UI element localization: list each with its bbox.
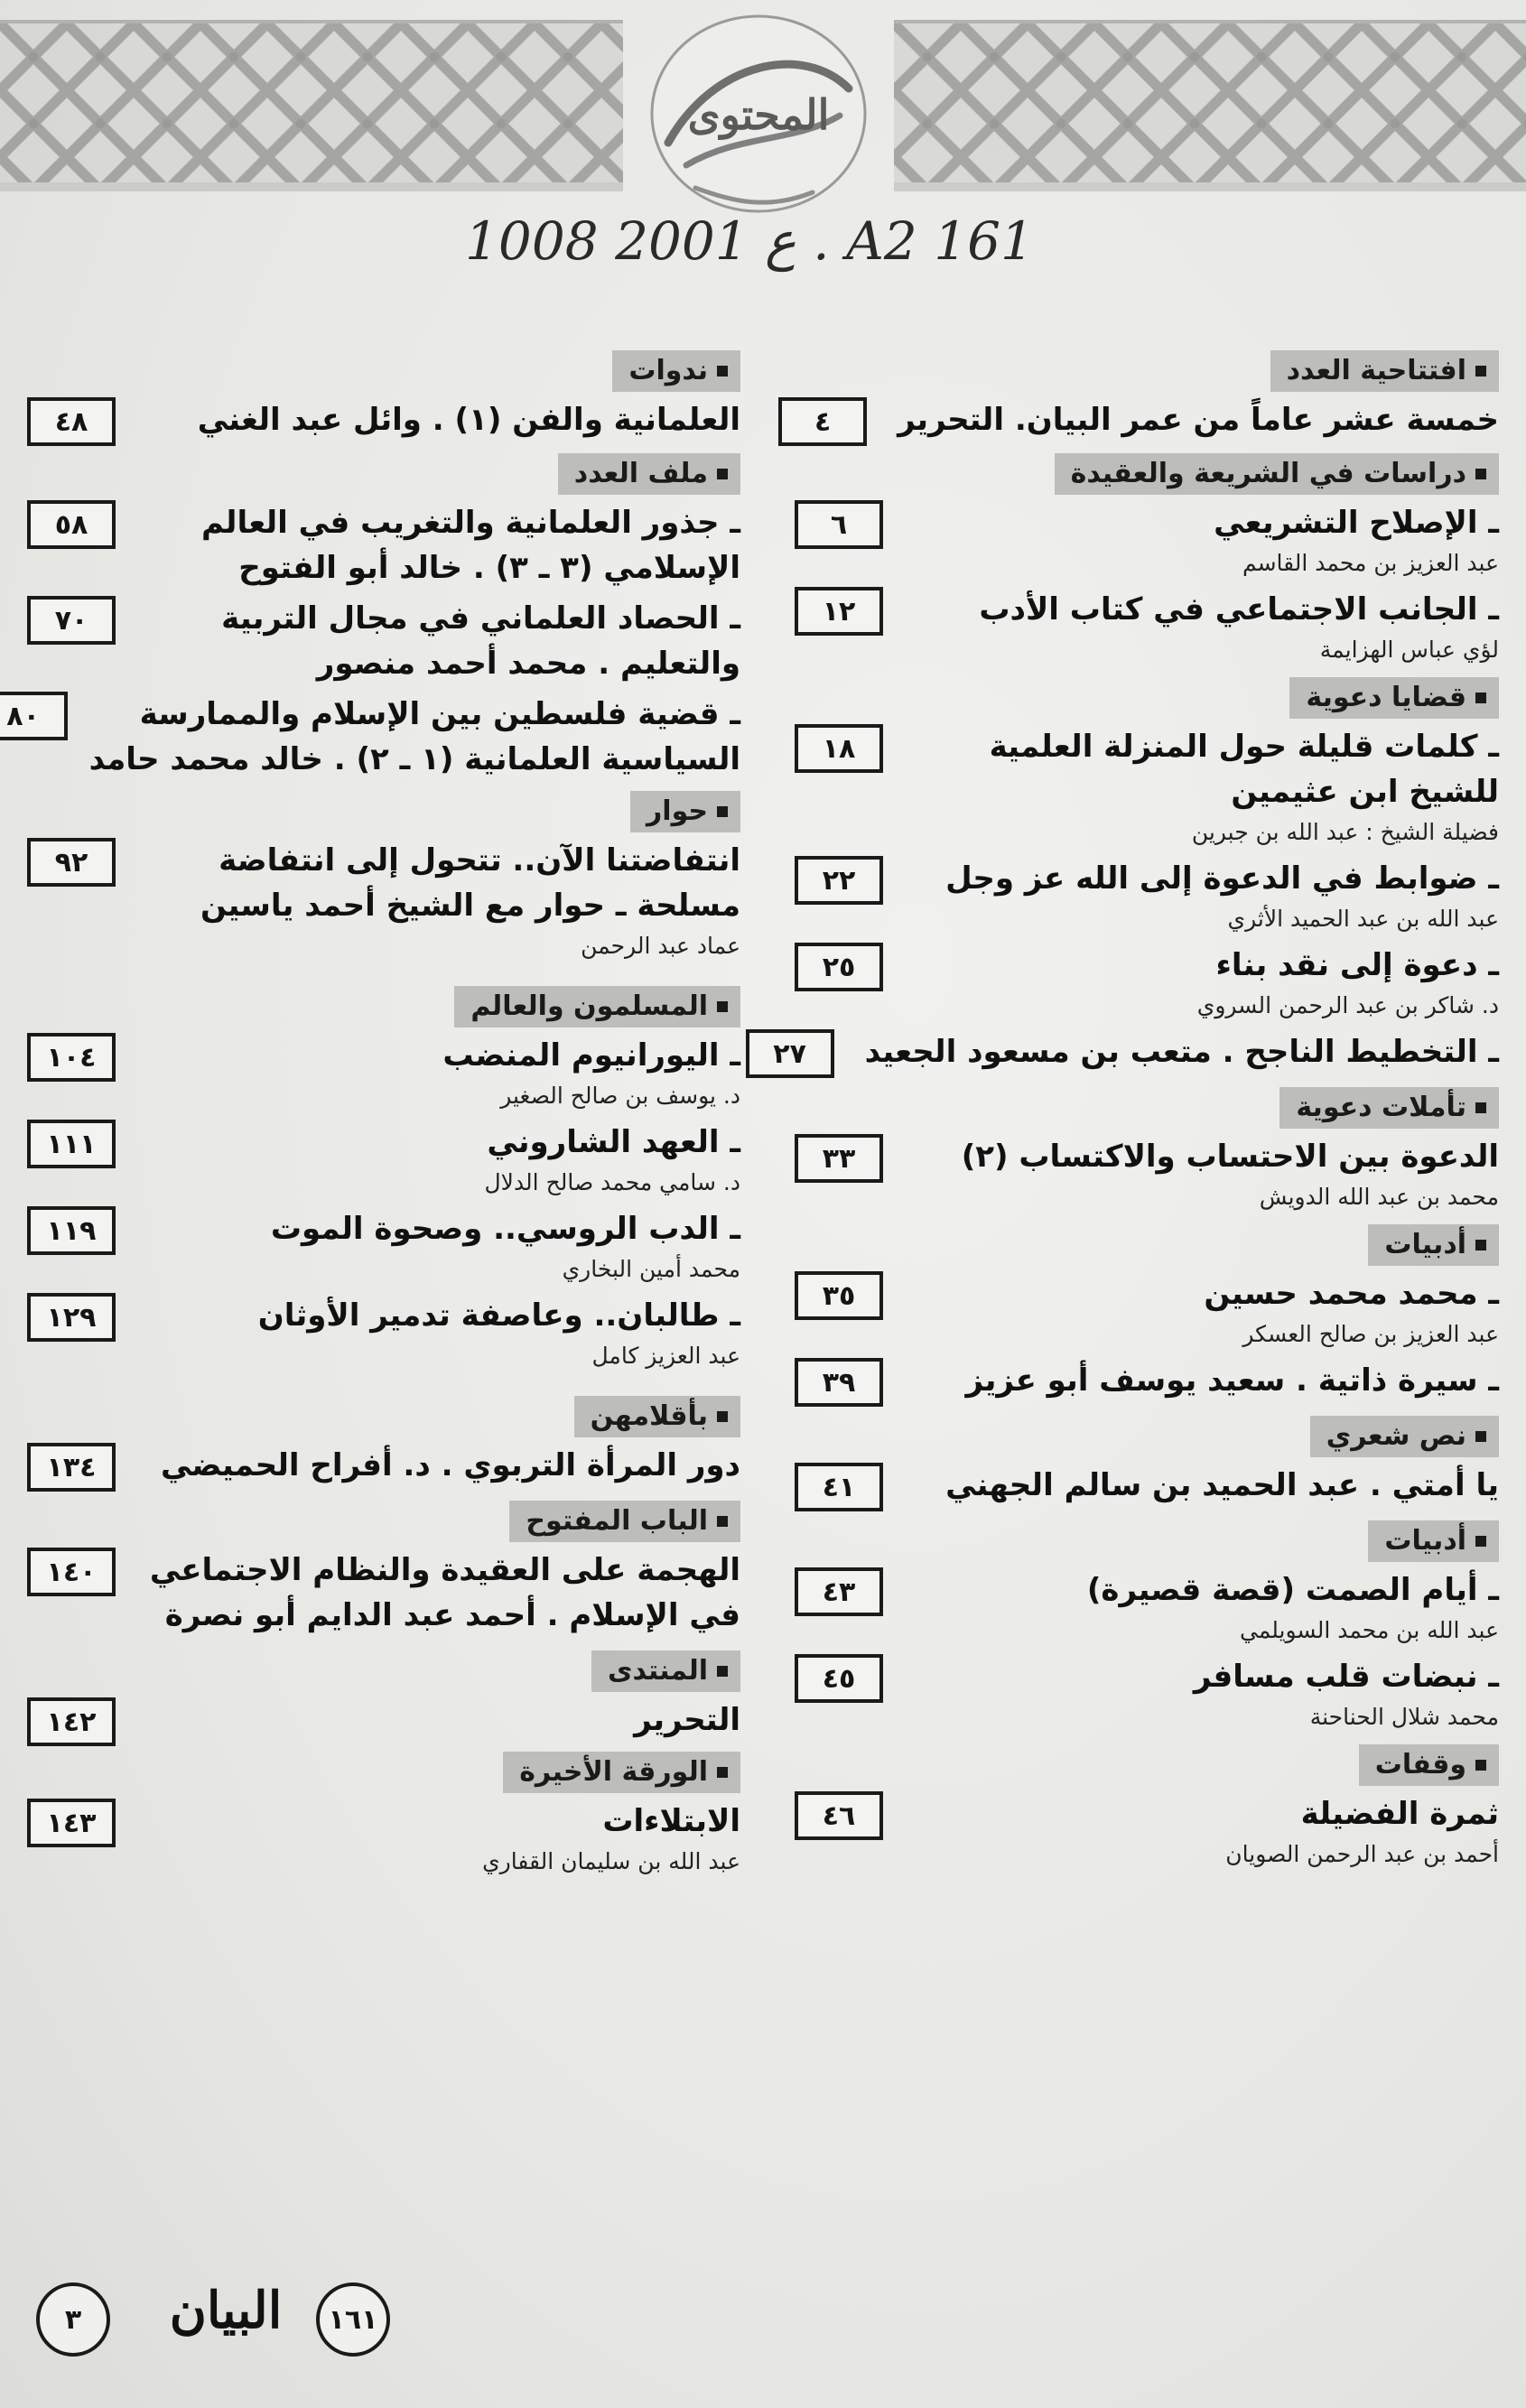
entry-author: د. سامي محمد صالح الدلال [484,1169,740,1195]
page-footer [0,2275,1526,2375]
section-title [1368,1224,1499,1266]
entry-title: ـ جذور العلمانية والتغريب في العالم [201,505,740,541]
entry-title: التحرير [634,1702,740,1738]
page-number-box[interactable]: ٦ [795,500,883,549]
square-bullet-icon [1475,1536,1486,1547]
entry-title: ـ ضوابط في الدعوة إلى الله عز وجل [945,860,1499,897]
toc-entry[interactable] [773,1029,1499,1078]
entry-author: فضيلة الشيخ : عبد الله بن جبرين [1191,819,1499,845]
page-number-box[interactable]: ٧٠ [27,596,116,645]
entry-text [914,500,1499,581]
toc-entry[interactable] [795,1271,1499,1353]
toc-entry[interactable] [795,500,1499,581]
section-title [612,350,740,392]
page-number-box[interactable]: ٢٢ [795,856,883,905]
section-label: افتتاحية العدد [1286,355,1466,386]
square-bullet-icon [1475,1760,1486,1771]
page-number-box[interactable]: ١٣٤ [27,1443,116,1492]
entry-title: ـ قضية فلسطين بين الإسلام والممارسة [139,696,740,732]
entry-author: محمد شلال الحناحنة [1309,1704,1499,1730]
entry-title: العلمانية والفن (١) . وائل عبد الغني [197,402,740,438]
toc-entry[interactable] [795,1654,1499,1735]
entry-title: ـ اليورانيوم المنضب [442,1037,740,1074]
entry-text [914,724,1499,851]
page-number-box[interactable]: ١٤٣ [27,1799,116,1847]
page-number-box[interactable]: ١٢٩ [27,1293,116,1342]
entry-title: دور المرأة التربوي . د. أفراح الحميضي [161,1447,740,1483]
entry-text [137,1293,740,1374]
entry-text [914,1654,1499,1735]
section-label: الباب المفتوح [526,1505,708,1537]
toc-section [6,453,740,782]
square-bullet-icon [1475,1240,1486,1250]
entry-text [914,1271,1499,1353]
ornamental-band-right [894,20,1526,191]
section-label: ندوات [628,355,708,386]
entry-text [137,397,740,442]
page-number-box[interactable]: ٨٠ [0,692,68,740]
entry-title: ـ محمد محمد حسين [1204,1276,1499,1312]
page-number-box[interactable]: ١٤٢ [27,1697,116,1746]
section-label: المسلمون والعالم [470,990,708,1022]
toc-entry[interactable] [795,724,1499,851]
page-number-box[interactable]: ٤ [778,397,867,446]
toc-entry[interactable] [795,587,1499,668]
entry-text [898,397,1499,442]
page-number-box[interactable]: ٤٦ [795,1791,883,1840]
toc-entry[interactable] [27,1697,740,1746]
toc-entry[interactable] [795,397,1499,446]
section-title [503,1752,740,1793]
entry-title: ثمرة الفضيلة [1300,1796,1499,1832]
page-number-box[interactable]: ٤١ [795,1463,883,1511]
section-title [1368,1520,1499,1562]
entry-title-continued: في الإسلام . أحمد عبد الدايم أبو نصرة [164,1597,740,1633]
entry-title: ـ دعوة إلى نقد بناء [1215,947,1499,983]
section-title [630,791,740,832]
square-bullet-icon [717,806,728,817]
toc-section [795,1744,1499,1873]
section-header [795,677,1499,719]
entry-author: عبد العزيز كامل [591,1343,740,1369]
toc-section [27,791,740,964]
entry-text [137,500,740,590]
square-bullet-icon [717,1516,728,1527]
entry-text [137,1548,740,1638]
toc-entry[interactable] [27,1120,740,1201]
toc-section [27,1752,740,1880]
section-header [795,1087,1499,1129]
entry-text [914,1463,1499,1508]
section-title [454,986,740,1027]
issue-number-badge: ١٦١ [316,2282,390,2357]
entry-text [137,838,740,964]
entry-author: عبد العزيز بن صالح العسكر [1242,1321,1499,1347]
entry-title: يا أمتي . عبد الحميد بن سالم الجهني [945,1467,1499,1503]
entry-author: عبد الله بن عبد الحميد الأثري [1227,906,1499,932]
svg-text:المحتوى: المحتوى [687,90,830,139]
entry-title: ـ الإصلاح التشريعي [1214,505,1499,541]
entry-text [137,1033,740,1114]
page-number-box[interactable]: ٥٨ [27,500,116,549]
page-number-box[interactable]: ١٢ [795,587,883,636]
page-number-box[interactable]: ١٨ [795,724,883,773]
entry-text [137,1697,740,1743]
page-number-badge: ٣ [36,2282,110,2357]
toc-entry[interactable] [795,1134,1499,1215]
square-bullet-icon [717,1666,728,1677]
entry-text [914,587,1499,668]
entry-title: ـ نبضات قلب مسافر [1193,1659,1499,1695]
section-header [27,1650,740,1692]
entry-text [914,1567,1499,1649]
section-title [558,453,740,495]
entry-text [137,1799,740,1880]
entry-text [865,1029,1499,1074]
section-header [27,350,740,392]
entry-author: عبد الله بن سليمان القفاري [482,1848,740,1874]
entry-title: ـ الجانب الاجتماعي في كتاب الأدب [979,591,1499,628]
section-label: دراسات في الشريعة والعقيدة [1070,458,1466,489]
entry-text [137,1443,740,1488]
square-bullet-icon [1475,366,1486,377]
section-label: أدبيات [1384,1525,1466,1557]
toc-right-column [773,350,1499,1878]
toc-section [795,350,1499,446]
section-header [27,1396,740,1437]
toc-entry[interactable] [27,1033,740,1114]
entry-author: أحمد بن عبد الرحمن الصويان [1225,1841,1499,1867]
toc-entry[interactable] [795,1463,1499,1511]
entry-title: الدعوة بين الاحتساب والاكتساب (٢) [961,1139,1499,1175]
entry-title: ـ طالبان.. وعاصفة تدمير الأوثان [257,1297,740,1334]
square-bullet-icon [1475,469,1486,479]
entry-author: عبد الله بن محمد السويلمي [1239,1617,1499,1643]
toc-entry[interactable] [795,1567,1499,1649]
section-title [574,1396,740,1437]
section-title [1270,350,1499,392]
square-bullet-icon [717,1767,728,1778]
entry-title: ـ الدب الروسي.. وصحوة الموت [270,1211,740,1247]
entry-title: ـ سيرة ذاتية . سعيد يوسف أبو عزيز [965,1362,1499,1399]
section-label: ملف العدد [573,458,708,489]
section-title [591,1650,740,1692]
toc-entry[interactable] [795,856,1499,937]
section-header [795,1520,1499,1562]
section-title [1289,677,1499,719]
entry-author: د. يوسف بن صالح الصغير [500,1083,740,1109]
page-number-box[interactable]: ٤٣ [795,1567,883,1616]
square-bullet-icon [1475,1431,1486,1442]
entry-title: الابتلاءات [602,1803,740,1839]
entry-author: محمد بن عبد الله الدويش [1259,1184,1499,1210]
section-header [795,1224,1499,1266]
section-label: أدبيات [1384,1229,1466,1260]
handwritten-note [343,194,1156,293]
entry-title: ـ الحصاد العلماني في مجال التربية [221,600,740,637]
entry-text [914,943,1499,1024]
entry-author: د. شاكر بن عبد الرحمن السروي [1196,992,1499,1018]
ornamental-band-left [0,20,623,191]
magazine-brand: البيان [169,2281,283,2340]
square-bullet-icon [1475,693,1486,703]
entry-title-continued: مسلحة ـ حوار مع الشيخ أحمد ياسين [200,888,740,924]
page-number-box[interactable]: ١٤٠ [27,1548,116,1596]
entry-text [137,1120,740,1201]
square-bullet-icon [717,366,728,377]
toc-section [773,677,1499,1078]
section-title [1310,1416,1499,1457]
entry-author: عماد عبد الرحمن [581,933,740,959]
section-header [27,453,740,495]
toc-section [795,453,1499,668]
page-number-box[interactable]: ٢٥ [795,943,883,991]
toc-entry[interactable] [27,1443,740,1492]
section-header [27,986,740,1027]
toc-entry[interactable] [795,943,1499,1024]
toc-section [27,1396,740,1492]
section-header [795,1416,1499,1457]
section-label: المنتدى [608,1655,708,1687]
toc-left-column [6,350,740,1885]
square-bullet-icon [717,1411,728,1422]
section-title [1359,1744,1499,1786]
page-number-box[interactable]: ٤٥ [795,1654,883,1703]
toc-entry[interactable] [27,1548,740,1638]
entry-title: ـ أيام الصمت (قصة قصيرة) [1086,1572,1499,1608]
toc-entry[interactable] [27,1293,740,1374]
page-number-box[interactable]: ٣٥ [795,1271,883,1320]
entry-title: الهجمة على العقيدة والنظام الاجتماعي [149,1552,740,1588]
section-title [1279,1087,1499,1129]
toc-entry[interactable] [795,1358,1499,1407]
toc-entry[interactable] [6,692,740,782]
entry-text [137,596,740,686]
toc-entry[interactable] [27,1206,740,1288]
section-label: الورقة الأخيرة [519,1756,708,1788]
section-header [27,1501,740,1542]
page-number-box[interactable]: ١٠٤ [27,1033,116,1082]
entry-author: محمد أمين البخاري [562,1256,740,1282]
section-label: حوار [647,795,708,827]
page-number-box[interactable]: ١١٩ [27,1206,116,1255]
entry-author: عبد العزيز بن محمد القاسم [1242,550,1499,576]
toc-section [795,1416,1499,1511]
entry-title: خمسة عشر عاماً من عمر البيان. التحرير [898,402,1499,438]
entry-text [914,856,1499,937]
entry-text [89,692,740,782]
entry-title-continued: الإسلامي (٣ ـ ٣) . خالد أبو الفتوح [238,550,740,586]
page-number-box[interactable]: ١١١ [27,1120,116,1168]
entry-text [137,1206,740,1288]
toc-entry[interactable] [27,838,740,964]
toc-section [27,986,740,1374]
toc-section [27,1650,740,1746]
entry-title-continued: والتعليم . محمد أحمد منصور [316,646,740,682]
entry-title-continued: للشيخ ابن عثيمين [1231,774,1499,810]
section-header [795,1744,1499,1786]
entry-title: ـ كلمات قليلة حول المنزلة العلمية [989,729,1499,765]
page-number-box[interactable]: ٣٩ [795,1358,883,1407]
toc-section [27,350,740,446]
toc-entry[interactable] [795,1791,1499,1873]
entry-text [914,1791,1499,1873]
section-header [27,791,740,832]
section-label: نص شعري [1326,1420,1466,1452]
page-number-box[interactable]: ٣٣ [795,1134,883,1183]
entry-author: لؤي عباس الهزايمة [1319,637,1499,663]
section-header [27,1752,740,1793]
toc-section [795,1087,1499,1215]
toc-entry[interactable] [27,596,740,686]
page-number-box[interactable]: ٢٧ [746,1029,834,1078]
section-header [795,350,1499,392]
square-bullet-icon [717,1001,728,1012]
toc-section [795,1520,1499,1735]
section-label: بأقلامهن [590,1400,708,1432]
section-title [1055,453,1499,495]
toc-entry[interactable] [27,397,740,446]
section-header [795,453,1499,495]
page-number-box[interactable]: ٤٨ [27,397,116,446]
toc-section [27,1501,740,1638]
entry-title-continued: السياسية العلمانية (١ ـ ٢) . خالد محمد حامد [88,741,740,777]
toc-section [795,1224,1499,1407]
toc-entry[interactable] [27,500,740,590]
section-title [509,1501,740,1542]
entry-title: ـ العهد الشاروني [487,1124,740,1160]
toc-entry[interactable] [27,1799,740,1880]
page-number-box[interactable]: ٩٢ [27,838,116,887]
square-bullet-icon [1475,1102,1486,1113]
entry-title: ـ التخطيط الناجح . متعب بن مسعود الجعيد [864,1034,1499,1070]
entry-text [914,1358,1499,1403]
entry-text [914,1134,1499,1215]
section-label: قضايا دعوية [1306,682,1466,713]
section-label: تأملات دعوية [1296,1092,1466,1123]
square-bullet-icon [717,469,728,479]
section-label: وقفات [1374,1749,1466,1780]
entry-title: انتفاضتنا الآن.. تتحول إلى انتفاضة [219,842,740,879]
svg-text:A2 161 . ع 2001 1008: A2 161 . ع 2001 1008 [465,210,1034,272]
